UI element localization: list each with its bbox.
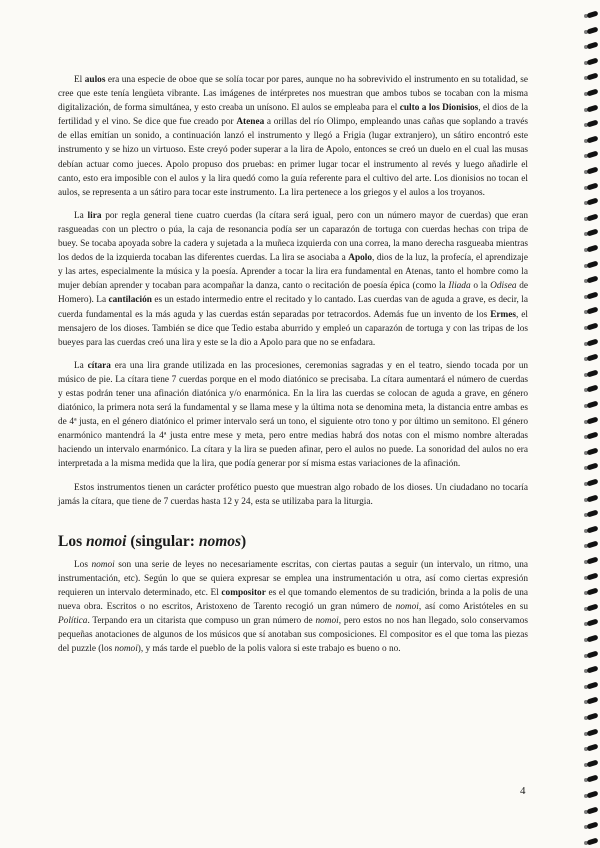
binding-ring: [586, 510, 598, 518]
text-run: es el que tomando elementos de su tradición, brinda a la polis de una nueva obra. Escritos o no escritos, Aristoxeno de Tarento recogió un gran número de: [58, 588, 528, 613]
text-run: , el dios de la fertilidad y el vino. Se dice que fue creado por: [58, 103, 529, 128]
paragraph-citara: [58, 359, 528, 472]
binding-ring: [586, 619, 598, 627]
text-run: , así como Aristóteles en su: [418, 602, 528, 613]
binding-ring: [586, 478, 598, 486]
text-run: El: [74, 75, 85, 85]
binding-ring: [586, 759, 598, 767]
text-run: o la: [470, 281, 491, 292]
text-run: es un estado intermedio entre el recitado y lo cantado. Las cuerdas van de aguda a grave, es decir, la cuerda fundamental es la más aguda y las cuerdas están separadas por tetracordos. Además fue un invento de los: [58, 295, 528, 320]
text-run: a orillas del río Olimpo, empleando unas cañas que soplando a través de ellas emitían un sonido, a continuación lanzó el instrumento y llegó a Frigia (lugar extranjero), un sátiro encontró este instrumento y se hizo un virtuoso. Este creyó poder superar a la lira de Apolo, entonces se creó un duelo en el cual las musas debían actuar como jueces. Apolo propuso dos pruebas: en primer lugar tocar el instrumento al revés y luego añadirle el canto, esto era imposible con el aulos y la lira quedó como la guía referente para el cultivo del arte. Los dionisios no tocan el aulos, se representa a un sátiro para tocar este instrumento. La lira pertenece a los griegos y el aulos a los troyanos.: [58, 117, 528, 198]
binding-ring: [586, 338, 598, 346]
binding-ring: [586, 307, 598, 315]
binding-ring: [586, 57, 598, 65]
binding-ring: [586, 666, 598, 674]
text-run: por regla general tiene cuatro cuerdas (la cítara será igual, pero con un número mayor de cuerdas) que eran rasgueadas con un plectro o púa, la caja de resonancia podía ser un caparazón de tortuga con cuerdas hechas con tripa de buey. Se tocaba apoyada sobre la cadera y sujetada a la muñeca izquierda con una correa, la mano derecha rasgueaba mientras los dedos de la izquierda tocaban las diferentes cuerdas. La lira se asociaba a: [58, 210, 528, 264]
binding-ring: [586, 291, 598, 299]
page-number: 4: [520, 785, 526, 797]
text-run: era una lira grande utilizada en las procesiones, ceremonias sagradas y en el teatro, siendo tocada por un músico de pie. La cítara tiene 7 cuerdas porque en el modo diatónico se precisaba. La cítara aumentará el número de cuerdas y estas podrán tener una afinación diatónica y/o enarmónica. En la lira las cuerdas se colocan de aguda a grave, en género diatónico, la primera nota será la fundamental y se llama mese y la última nota se denomina meta, la distancia entre ambas es de 4ª justa, en el género diatónico el primer intervalo será un tono, el siguiente otro tono y por último un semitono. El género enarmónico mantendrá la 4ª justa entre mese y meta, pero entre medias habrá dos notas con el mismo nombre alteradas haciendo un intervalo enarmónico. La cítara y la lira se pueden afinar, pero el aulos no puede. La sonoridad del aulos no era interpretada a la misma medida que la lira, que podía generar por sí misma estas variaciones de la afinación.: [58, 360, 528, 470]
paragraph-nomoi: [58, 558, 528, 657]
binding-ring: [586, 120, 598, 128]
text-run: cantilación: [108, 295, 152, 306]
binding-ring: [586, 697, 598, 705]
binding-ring: [586, 681, 598, 689]
text-run: La: [74, 360, 88, 371]
text-run: compositor: [221, 588, 266, 598]
text-run: Atenea: [236, 117, 265, 128]
text-run: La: [74, 210, 88, 221]
text-run: Los: [74, 559, 92, 570]
text-run: era una especie de oboe que se solía tocar por pares, aunque no ha sobrevivido el instrumento en su totalidad, se cree que este tenía lengüeta vibrante. Las imágenes de intérpretes nos muestran que ambos tubos se tocaban con la misma digitalización, de forma simultánea, y esto creaba un unísono. El aulos se empleaba para el: [58, 75, 529, 114]
text-run: , pero estos no nos han llegado, solo conservamos pequeñas anotaciones de algunos de los músicos que sí anotaban sus composiciones. El compositor es el que toma las piezas del puzzle (los: [58, 616, 529, 655]
section-heading-nomoi: Los nomoi (singular: nomos): [58, 532, 247, 550]
binding-ring: [586, 712, 598, 720]
binding-ring: [586, 822, 598, 830]
binding-ring: [586, 166, 598, 174]
spiral-binding: [574, 0, 600, 848]
binding-ring: [586, 416, 598, 424]
binding-ring: [586, 650, 598, 658]
binding-ring: [586, 151, 598, 159]
binding-ring: [586, 806, 598, 814]
binding-ring: [586, 104, 598, 112]
binding-ring: [586, 634, 598, 642]
text-run: Política: [58, 616, 88, 627]
binding-ring: [586, 322, 598, 330]
binding-ring: [586, 276, 598, 284]
text-run: , el mensajero de los dioses. También se dice que Tedio estaba aburrido y empleó un caparazón de tortuga y con las tripas de los bueyes para las cuerdas creó una lira y este se la dio a Apolo para que no se enfadara.: [58, 309, 529, 348]
binding-ring: [586, 556, 598, 564]
text-run: cítara: [87, 360, 111, 371]
paragraph-lira: [58, 209, 528, 350]
binding-ring: [586, 182, 598, 190]
binding-ring: [586, 447, 598, 455]
binding-ring: [586, 369, 598, 377]
binding-ring: [586, 26, 598, 34]
binding-ring: [586, 541, 598, 549]
binding-ring: [586, 837, 598, 845]
binding-ring: [586, 525, 598, 533]
binding-ring: [586, 775, 598, 783]
text-run: nomoi: [315, 616, 339, 627]
binding-ring: [586, 572, 598, 580]
text-run: nomoi: [114, 644, 138, 655]
text-run: Odisea: [490, 281, 517, 292]
binding-ring: [586, 198, 598, 206]
paragraph-instrumentos: [58, 481, 528, 509]
text-run: Apolo: [348, 253, 372, 264]
text-run: , dios de la luz, la profecía, el aprendizaje y las artes, especialmente la música y la poesía. Aprender a tocar la lira era fundamental en Atenas, tanto el hombre como la mujer debían aprender y tocaban para acompañar la danza, canto o recitación de poesía épica (como la: [58, 253, 528, 292]
paragraph-aulos: [58, 73, 528, 200]
binding-ring: [586, 260, 598, 268]
binding-ring: [586, 744, 598, 752]
binding-ring: [586, 463, 598, 471]
text-run: lira: [87, 210, 102, 221]
binding-ring: [586, 728, 598, 736]
binding-ring: [586, 135, 598, 143]
binding-ring: [586, 229, 598, 237]
binding-ring: [586, 88, 598, 96]
text-run: Iliada: [448, 281, 471, 292]
binding-ring: [586, 354, 598, 362]
text-run: . Terpando era un citarista que compuso un gran número de: [87, 616, 316, 627]
text-run: de Homero). La: [58, 281, 529, 306]
binding-ring: [586, 244, 598, 252]
binding-ring: [586, 790, 598, 798]
text-run: Ermes: [490, 309, 517, 320]
text-run: aulos: [84, 75, 106, 85]
binding-ring: [586, 400, 598, 408]
binding-ring: [586, 588, 598, 596]
text-run: nomoi: [395, 602, 419, 613]
binding-ring: [586, 213, 598, 221]
binding-ring: [586, 432, 598, 440]
text-run: nomoi: [91, 559, 115, 570]
binding-ring: [586, 10, 598, 18]
binding-ring: [586, 42, 598, 50]
text-run: son una serie de leyes no necesariamente escritas, con ciertas pautas a seguir (un intervalo, un ritmo, una instrumentación, etc). Según lo que se quiera expresar se emplea una instrumentación u otra, así como ciertas expresión requieren un intervalo determinado, etc. El: [58, 559, 528, 598]
text-run: ), y más tarde el pueblo de la polis valora si este trabajo es bueno o no.: [137, 644, 401, 655]
text-run: Estos instrumentos tienen un carácter profético puesto que muestran algo robado de los dioses. Un ciudadano no tocaría jamás la cítara, que tiene de 7 cuerdas hasta 12 y 24, esta se utilizaba para la liturgia.: [58, 482, 528, 507]
binding-ring: [586, 385, 598, 393]
binding-ring: [586, 603, 598, 611]
binding-ring: [586, 73, 598, 81]
binding-ring: [586, 494, 598, 502]
page-content: [58, 73, 528, 662]
text-run: culto a los Dionisios: [399, 103, 479, 114]
